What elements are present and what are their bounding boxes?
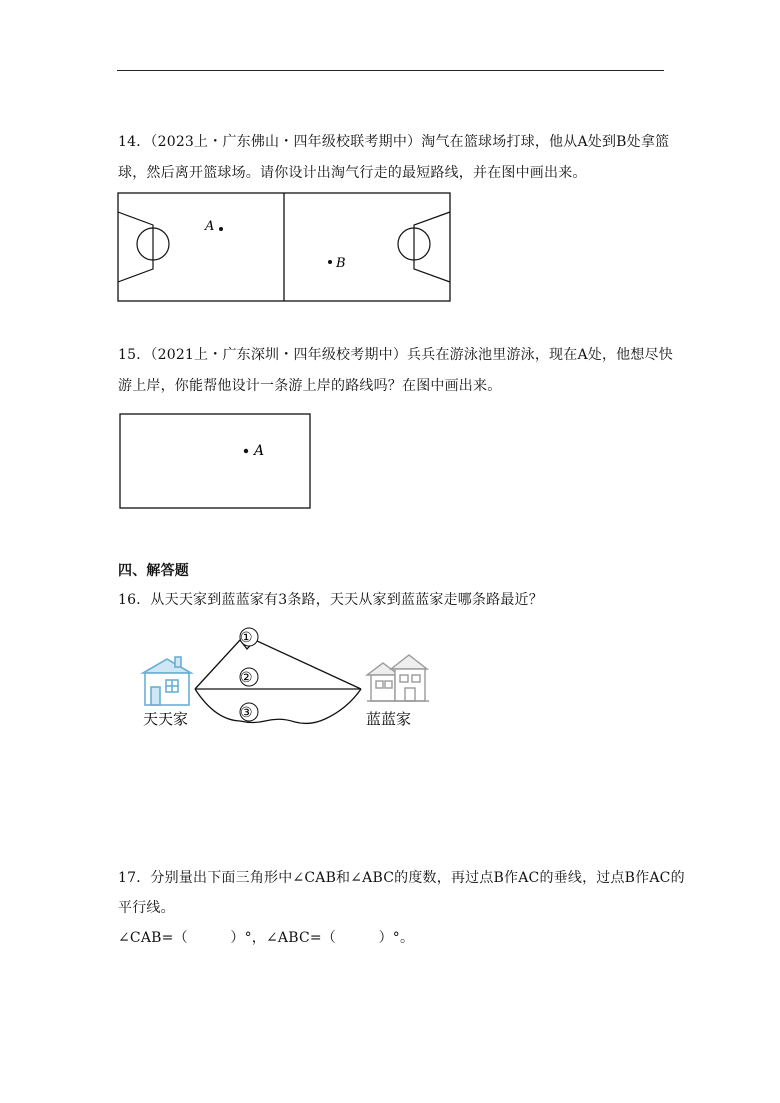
route-3-path (195, 689, 361, 723)
basketball-court-figure (117, 192, 453, 304)
right-home-label: 蓝蓝家 (366, 710, 412, 728)
routes-figure (135, 625, 435, 731)
q17-text-line2: 平行线。 (118, 900, 175, 916)
q14-text-line1: 14．（2023上・广东佛山・四年级校联考期中）淘气在篮球场打球，他从A处到B处拿篮 (118, 134, 670, 150)
pool-boundary (120, 414, 310, 508)
route-3-label: ③ (240, 705, 253, 721)
point-b-label: B (336, 256, 346, 271)
swimming-pool-figure (119, 413, 313, 511)
q14-text-line2: 球，然后离开篮球场。请你设计出淘气行走的最短路线，并在图中画出来。 (118, 165, 587, 181)
route-1-path (195, 640, 361, 689)
q15-text-line1: 15．（2021上・广东深圳・四年级校考期中）兵兵在游泳池里游泳，现在A处，他想尽快 (118, 347, 673, 363)
route-2-label: ② (240, 670, 253, 686)
right-key (414, 212, 450, 282)
left-key (118, 212, 153, 282)
right-house-icon (367, 655, 429, 701)
q17-answer-blanks: ∠CAB=（ ）°，∠ABC=（ ）°。 (118, 930, 415, 946)
q16-text-line1: 16．从天天家到蓝蓝家有3条路，天天从家到蓝蓝家走哪条路最近？ (118, 592, 543, 608)
section-title: 四、解答题 (118, 563, 189, 579)
point-b-dot (328, 260, 332, 264)
point-a-dot (219, 227, 223, 231)
point-a-label: A (205, 219, 215, 234)
pool-point-a-label: A (254, 443, 265, 459)
pool-point-a-dot (244, 449, 248, 453)
q15-text-line2: 游上岸，你能帮他设计一条游上岸的路线吗？在图中画出来。 (118, 378, 502, 394)
left-house-icon (143, 657, 191, 705)
header-rule (117, 70, 664, 71)
left-home-label: 天天家 (143, 710, 189, 728)
q17-text-line1: 17．分别量出下面三角形中∠CAB和∠ABC的度数，再过点B作AC的垂线，过点B作AC的 (118, 870, 685, 886)
route-1-label: ① (240, 630, 253, 646)
